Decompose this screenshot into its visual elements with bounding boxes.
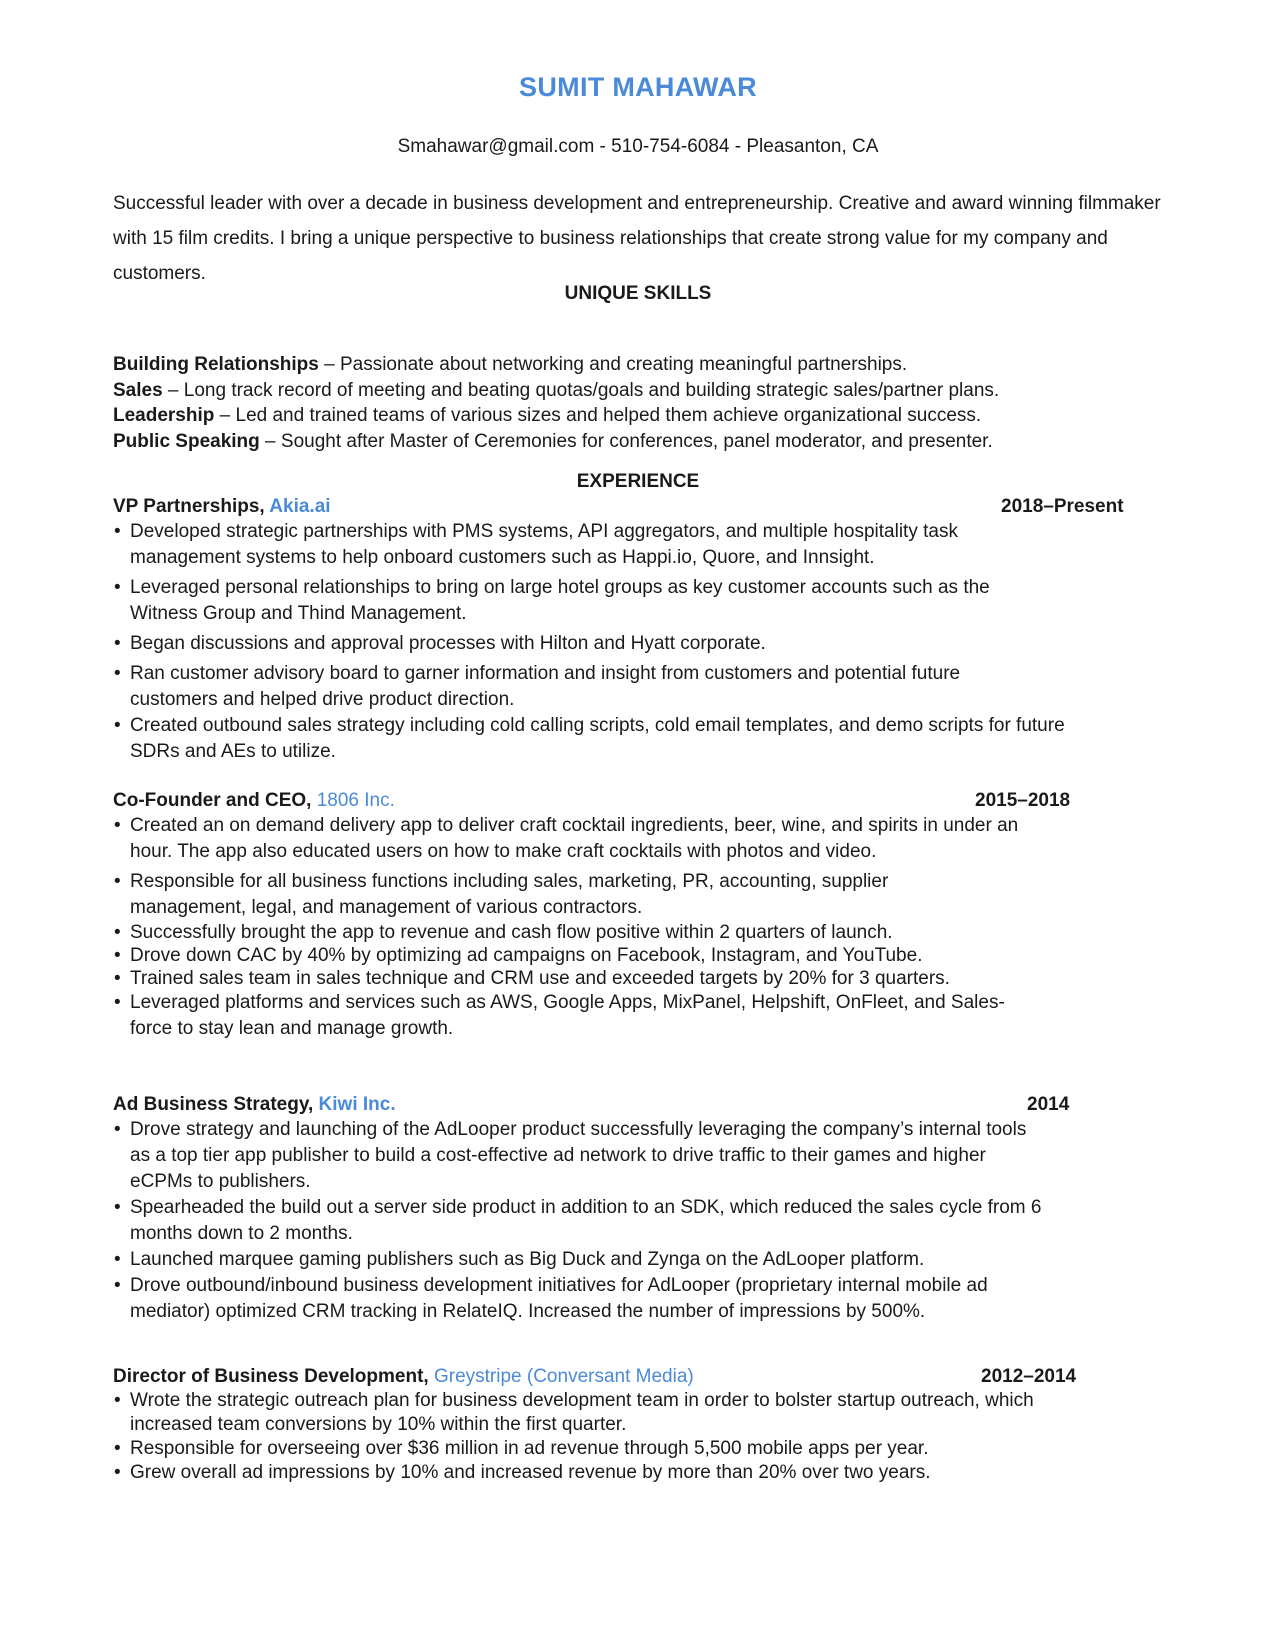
job-years: 2015–2018 [975,790,1071,811]
job-role: Co-Founder and CEO, [113,790,317,811]
summary-paragraph: Successful leader with over a decade in business development and entrepreneurship. Creative and award winning filmmaker with 15 film credits. I bring a unique perspective to business relationships that create strong value for my company and customers. [113,193,1161,284]
job-years: 2014 [1027,1094,1070,1115]
job-entry [113,788,1163,1042]
contact-line: Smahawar@gmail.com - 510-754-6084 - Pleasanton, CA [397,136,879,157]
job-role: VP Partnerships, [113,496,270,517]
job-bullet: • Grew overall ad impressions by 10% and increased revenue by more than 20% over two years. [113,1461,1163,1485]
job-header [113,494,1163,519]
job-bullet: • Trained sales team in sales technique and CRM use and exceeded targets by 20% for 3 quarters. [113,967,1163,990]
job-bullet: • Began discussions and approval processes with Hilton and Hyatt corporate. [113,631,1163,657]
experience-heading: EXPERIENCE [576,471,700,492]
skill-item [113,403,1163,429]
job-bullet: • Drove outbound/inbound business development initiatives for AdLooper (proprietary internal mobile ad mediator) optimized CRM tracking in RelateIQ. Increased the number of impressions by 500%. [113,1273,1060,1325]
candidate-name: SUMIT MAHAWAR [519,72,757,102]
skills-heading: UNIQUE SKILLS [564,283,712,304]
job-bullet: • Drove down CAC by 40% by optimizing ad campaigns on Facebook, Instagram, and YouTube. [113,944,1163,967]
job-bullet: • Wrote the strategic outreach plan for business development team in order to bolster startup outreach, which increased team conversions by 10% within the first quarter. [113,1389,1050,1437]
job-company: Akia.ai [269,496,331,517]
job-company: Greystripe (Conversant Media) [433,1366,694,1387]
job-bullet: • Responsible for overseeing over $36 million in ad revenue through 5,500 mobile apps per year. [113,1437,1163,1461]
job-company: Kiwi Inc. [318,1094,396,1115]
job-bullet: • Responsible for all business functions including sales, marketing, PR, accounting, supplier management, legal, and management of various contractors. [113,869,950,921]
skill-item [113,352,1163,378]
skill-title: Building Relationships [113,354,319,375]
skill-item [113,378,1163,404]
job-bullet: • Successfully brought the app to revenue and cash flow positive within 2 quarters of launch. [113,921,1163,944]
job-bullet: • Created outbound sales strategy including cold calling scripts, cold email templates, and demo scripts for future SDRs and AEs to utilize. [113,713,1090,765]
skill-title: Sales [113,379,163,401]
skill-title: Leadership [113,405,215,426]
job-bullet: • Created an on demand delivery app to deliver craft cocktail ingredients, beer, wine, and spirits in under an hour. The app also educated users on how to make craft cocktails with photos and video. [113,813,1060,865]
job-bullet: • Leveraged personal relationships to bring on large hotel groups as key customer accounts such as the Witness Group and Thind Management. [113,575,1060,627]
job-bullet: • Ran customer advisory board to garner information and insight from customers and potential future customers and helped drive product direction. [113,661,1030,713]
job-header [113,1364,1163,1389]
job-entry [113,494,1163,765]
job-bullet: • Drove strategy and launching of the AdLooper product successfully leveraging the company’s internal tools as a top tier app publisher to build a cost-effective ad network to drive traffic to their games and higher eCPMs to publishers. [113,1117,1045,1195]
job-entry [113,1092,1163,1325]
job-role: Ad Business Strategy, [113,1094,319,1115]
skill-item [113,429,1163,455]
job-years: 2018–Present [1001,496,1124,517]
skills-list [113,352,1163,454]
job-years: 2012–2014 [981,1366,1077,1387]
skill-text: – Led and trained teams of various sizes and helped them achieve organizational success. [214,405,982,426]
job-bullet: • Spearheaded the build out a server side product in addition to an SDK, which reduced the sales cycle from 6 months down to 2 months. [113,1195,1045,1247]
job-bullet: • Launched marquee gaming publishers such as Big Duck and Zynga on the AdLooper platform. [113,1247,1163,1273]
job-header [113,788,1163,813]
job-header [113,1092,1163,1117]
job-role: Director of Business Development, [113,1366,434,1387]
job-entry [113,1364,1163,1485]
job-company: 1806 Inc. [316,790,395,811]
skill-text: – Sought after Master of Ceremonies for conferences, panel moderator, and presenter. [259,430,993,452]
skill-text: – Passionate about networking and creating meaningful partnerships. [318,354,908,375]
skill-title: Public Speaking [113,430,260,452]
skill-text: – Long track record of meeting and beating quotas/goals and building strategic sales/partner plans. [162,379,1000,401]
job-bullet: • Leveraged platforms and services such as AWS, Google Apps, MixPanel, Helpshift, OnFleet, and Sales-force to stay lean and manage growth. [113,990,1010,1042]
job-bullet: • Developed strategic partnerships with PMS systems, API aggregators, and multiple hospitality task management systems to help onboard customers such as Happi.io, Quore, and Innsight. [113,519,1030,571]
